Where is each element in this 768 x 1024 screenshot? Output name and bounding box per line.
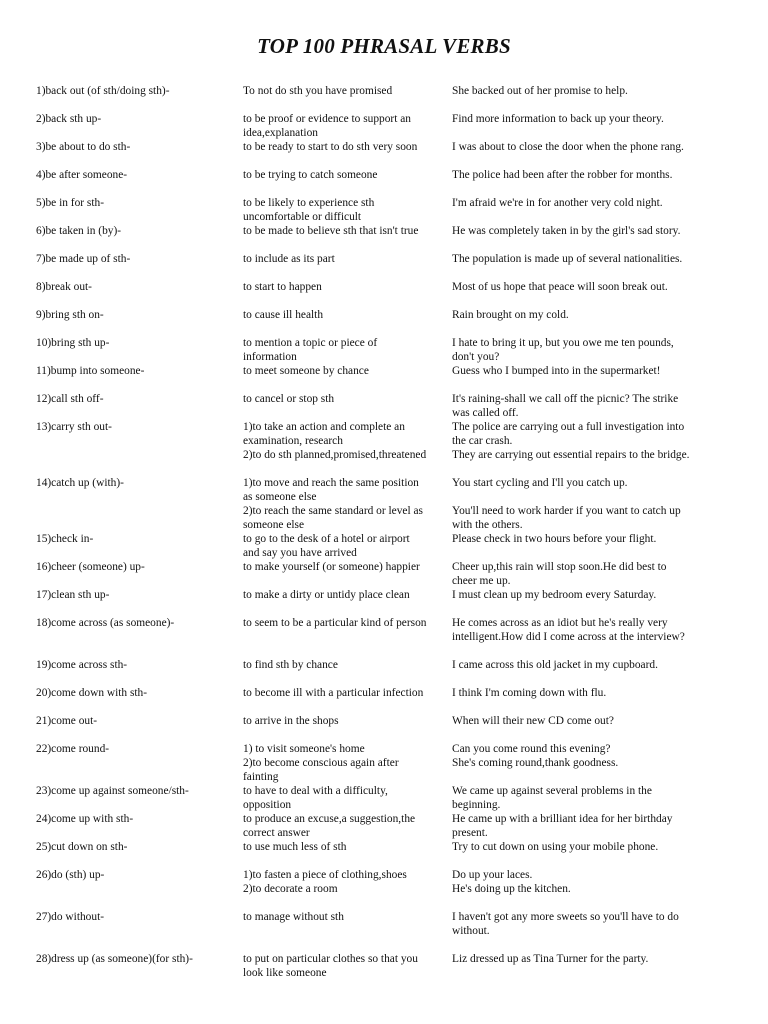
definition-line: to arrive in the shops bbox=[243, 715, 339, 727]
example-line: He's doing up the kitchen. bbox=[452, 883, 571, 895]
definition-line: 2)to become conscious again after bbox=[243, 757, 399, 769]
example-sentence bbox=[452, 336, 724, 364]
definition bbox=[243, 812, 449, 840]
example-sentence bbox=[452, 112, 724, 126]
definition-line: to have to deal with a difficulty, bbox=[243, 785, 388, 797]
example-sentence bbox=[452, 742, 724, 770]
phrasal-verb-term: 26)do (sth) up- bbox=[36, 869, 105, 881]
definition bbox=[243, 168, 449, 182]
phrasal-verb-term: 7)be made up of sth- bbox=[36, 253, 131, 265]
example-line: Rain brought on my cold. bbox=[452, 309, 569, 321]
definition-line: to cause ill health bbox=[243, 309, 324, 321]
definition-line: idea,explanation bbox=[243, 127, 318, 139]
definition bbox=[243, 392, 449, 406]
example-line: Most of us hope that peace will soon break out. bbox=[452, 281, 668, 293]
example-sentence bbox=[452, 252, 724, 266]
phrasal-verb-term: 8)break out- bbox=[36, 281, 92, 293]
phrasal-verb-term: 24)come up with sth- bbox=[36, 813, 134, 825]
phrasal-verb-term: 10)bring sth up- bbox=[36, 337, 110, 349]
phrasal-verb-term: 5)be in for sth- bbox=[36, 197, 105, 209]
definition bbox=[243, 336, 449, 364]
definition-line: to find sth by chance bbox=[243, 659, 338, 671]
phrasal-verb-term: 11)bump into someone- bbox=[36, 365, 145, 377]
definition bbox=[243, 616, 449, 630]
example-line: I hate to bring it up, but you owe me ten pounds, bbox=[452, 337, 674, 349]
definition bbox=[243, 420, 449, 462]
example-line: the car crash. bbox=[452, 435, 513, 447]
definition-line: information bbox=[243, 351, 297, 363]
definition-line: fainting bbox=[243, 771, 279, 783]
example-line: Can you come round this evening? bbox=[452, 743, 611, 755]
example-sentence bbox=[452, 658, 724, 672]
example-line: He was completely taken in by the girl's sad story. bbox=[452, 225, 681, 237]
phrasal-verb-term: 20)come down with sth- bbox=[36, 687, 148, 699]
example-line: It's raining-shall we call off the picnic? The strike bbox=[452, 393, 679, 405]
example-line: I came across this old jacket in my cupboard. bbox=[452, 659, 658, 671]
example-sentence bbox=[452, 840, 724, 854]
phrasal-verb-term: 13)carry sth out- bbox=[36, 421, 112, 433]
definition bbox=[243, 784, 449, 812]
example-line: You'll need to work harder if you want to catch up bbox=[452, 505, 681, 517]
phrasal-verb-term: 25)cut down on sth- bbox=[36, 841, 128, 853]
definition-line: to become ill with a particular infection bbox=[243, 687, 424, 699]
definition-line: to use much less of sth bbox=[243, 841, 347, 853]
phrasal-verb-term: 17)clean sth up- bbox=[36, 589, 110, 601]
example-sentence bbox=[452, 140, 724, 154]
example-line: Try to cut down on using your mobile phone. bbox=[452, 841, 659, 853]
definition-line: 1)to fasten a piece of clothing,shoes bbox=[243, 869, 407, 881]
definition-line: to start to happen bbox=[243, 281, 322, 293]
phrasal-verb-term: 27)do without- bbox=[36, 911, 105, 923]
example-sentence bbox=[452, 196, 724, 210]
definition-line: to mention a topic or piece of bbox=[243, 337, 378, 349]
example-sentence bbox=[452, 812, 724, 840]
phrasal-verb-term: 15)check in- bbox=[36, 533, 94, 545]
phrasal-verb-term: 28)dress up (as someone)(for sth)- bbox=[36, 953, 193, 965]
definition bbox=[243, 714, 449, 728]
phrasal-verb-term: 1)back out (of sth/doing sth)- bbox=[36, 85, 170, 97]
example-line: was called off. bbox=[452, 407, 519, 419]
example-line: cheer me up. bbox=[452, 575, 511, 587]
example-sentence bbox=[452, 308, 724, 322]
example-line: He came up with a brilliant idea for her birthday bbox=[452, 813, 673, 825]
example-sentence bbox=[452, 686, 724, 700]
example-line: I haven't got any more sweets so you'll have to do bbox=[452, 911, 679, 923]
definition bbox=[243, 910, 449, 924]
example-line: Cheer up,this rain will stop soon.He did best to bbox=[452, 561, 667, 573]
example-sentence bbox=[452, 910, 724, 938]
definition-line: to seem to be a particular kind of person bbox=[243, 617, 427, 629]
example-line: You start cycling and I'll you catch up. bbox=[452, 477, 628, 489]
definition-line: 2)to do sth planned,promised,threatened bbox=[243, 449, 427, 461]
definition bbox=[243, 868, 449, 896]
example-sentence bbox=[452, 168, 724, 182]
example-sentence bbox=[452, 224, 724, 238]
definition bbox=[243, 252, 449, 266]
example-line: with the others. bbox=[452, 519, 523, 531]
definition-line: to be made to believe sth that isn't true bbox=[243, 225, 419, 237]
definition bbox=[243, 658, 449, 672]
definition-line: to cancel or stop sth bbox=[243, 393, 335, 405]
example-line: without. bbox=[452, 925, 490, 937]
phrasal-verb-term: 14)catch up (with)- bbox=[36, 477, 124, 489]
definition-line: to put on particular clothes so that you bbox=[243, 953, 418, 965]
definition-line: examination, research bbox=[243, 435, 343, 447]
phrasal-verb-term: 4)be after someone- bbox=[36, 169, 128, 181]
phrasal-verb-term: 21)come out- bbox=[36, 715, 98, 727]
definition bbox=[243, 196, 449, 224]
definition-line: 1) to visit someone's home bbox=[243, 743, 365, 755]
example-line bbox=[452, 490, 724, 504]
example-sentence bbox=[452, 392, 724, 420]
example-sentence bbox=[452, 280, 724, 294]
example-line: present. bbox=[452, 827, 488, 839]
example-line: Find more information to back up your theory. bbox=[452, 113, 664, 125]
definition bbox=[243, 952, 449, 980]
example-line: I must clean up my bedroom every Saturday. bbox=[452, 589, 657, 601]
definition-line: 2)to decorate a room bbox=[243, 883, 338, 895]
definition bbox=[243, 112, 449, 140]
definition-line: 1)to move and reach the same position bbox=[243, 477, 419, 489]
definition-line: to manage without sth bbox=[243, 911, 344, 923]
definition bbox=[243, 364, 449, 378]
definition bbox=[243, 84, 449, 98]
example-sentence bbox=[452, 784, 724, 812]
phrasal-verb-term: 9)bring sth on- bbox=[36, 309, 104, 321]
phrasal-verb-term: 3)be about to do sth- bbox=[36, 141, 131, 153]
example-line: intelligent.How did I come across at the interview? bbox=[452, 631, 685, 643]
example-line: They are carrying out essential repairs to the bridge. bbox=[452, 449, 690, 461]
phrasal-verb-term: 12)call sth off- bbox=[36, 393, 104, 405]
definition bbox=[243, 742, 449, 784]
definition bbox=[243, 560, 449, 574]
example-line: The police are carrying out a full investigation into bbox=[452, 421, 685, 433]
definition bbox=[243, 224, 449, 238]
definition-line: to be ready to start to do sth very soon bbox=[243, 141, 418, 153]
definition bbox=[243, 280, 449, 294]
definition-line: to include as its part bbox=[243, 253, 335, 265]
phrasal-verb-term: 16)cheer (someone) up- bbox=[36, 561, 145, 573]
definition bbox=[243, 140, 449, 154]
definition-line: to be likely to experience sth bbox=[243, 197, 375, 209]
definition-line: To not do sth you have promised bbox=[243, 85, 393, 97]
definition-line: to make a dirty or untidy place clean bbox=[243, 589, 410, 601]
definition-line: correct answer bbox=[243, 827, 310, 839]
example-sentence bbox=[452, 616, 724, 644]
phrasal-verb-term: 18)come across (as someone)- bbox=[36, 617, 175, 629]
example-line: We came up against several problems in the bbox=[452, 785, 652, 797]
definition bbox=[243, 532, 449, 560]
definition-line: to meet someone by chance bbox=[243, 365, 369, 377]
phrasal-verb-term: 19)come across sth- bbox=[36, 659, 128, 671]
example-line: I think I'm coming down with flu. bbox=[452, 687, 607, 699]
example-sentence bbox=[452, 84, 724, 98]
definition-line: look like someone bbox=[243, 967, 327, 979]
example-sentence bbox=[452, 420, 724, 462]
definition-line: 2)to reach the same standard or level as bbox=[243, 505, 423, 517]
example-line: She's coming round,thank goodness. bbox=[452, 757, 619, 769]
example-sentence bbox=[452, 476, 724, 532]
example-line: Liz dressed up as Tina Turner for the party. bbox=[452, 953, 649, 965]
definition bbox=[243, 588, 449, 602]
example-sentence bbox=[452, 714, 724, 728]
definition bbox=[243, 686, 449, 700]
definition-line: to be proof or evidence to support an bbox=[243, 113, 411, 125]
example-line: I'm afraid we're in for another very cold night. bbox=[452, 197, 663, 209]
definition bbox=[243, 476, 449, 532]
example-sentence bbox=[452, 588, 724, 602]
example-line: The police had been after the robber for months. bbox=[452, 169, 673, 181]
example-line: don't you? bbox=[452, 351, 500, 363]
definition-line: to be trying to catch someone bbox=[243, 169, 378, 181]
phrasal-verb-term: 23)come up against someone/sth- bbox=[36, 785, 189, 797]
definition bbox=[243, 308, 449, 322]
example-line: Guess who I bumped into in the supermarket! bbox=[452, 365, 661, 377]
example-sentence bbox=[452, 952, 724, 966]
example-sentence bbox=[452, 532, 724, 546]
example-line: beginning. bbox=[452, 799, 501, 811]
definition-line: to go to the desk of a hotel or airport bbox=[243, 533, 410, 545]
definition-line: as someone else bbox=[243, 491, 317, 503]
phrasal-verb-term: 6)be taken in (by)- bbox=[36, 225, 122, 237]
example-line: Please check in two hours before your flight. bbox=[452, 533, 657, 545]
example-sentence bbox=[452, 364, 724, 378]
example-line: When will their new CD come out? bbox=[452, 715, 614, 727]
example-line: Do up your laces. bbox=[452, 869, 533, 881]
example-line: The population is made up of several nationalities. bbox=[452, 253, 683, 265]
definition-line: 1)to take an action and complete an bbox=[243, 421, 405, 433]
definition-line: someone else bbox=[243, 519, 305, 531]
example-sentence bbox=[452, 560, 724, 588]
definition-line: to produce an excuse,a suggestion,the bbox=[243, 813, 416, 825]
definition-line: and say you have arrived bbox=[243, 547, 357, 559]
definition-line: to make yourself (or someone) happier bbox=[243, 561, 420, 573]
example-sentence bbox=[452, 868, 724, 896]
example-line: She backed out of her promise to help. bbox=[452, 85, 628, 97]
example-line: I was about to close the door when the phone rang. bbox=[452, 141, 684, 153]
document-title: TOP 100 PHRASAL VERBS bbox=[257, 34, 511, 58]
definition-line: uncomfortable or difficult bbox=[243, 211, 362, 223]
definition-line: opposition bbox=[243, 799, 292, 811]
phrasal-verb-term: 22)come round- bbox=[36, 743, 110, 755]
definition bbox=[243, 840, 449, 854]
example-line: He comes across as an idiot but he's really very bbox=[452, 617, 668, 629]
phrasal-verb-term: 2)back sth up- bbox=[36, 113, 102, 125]
